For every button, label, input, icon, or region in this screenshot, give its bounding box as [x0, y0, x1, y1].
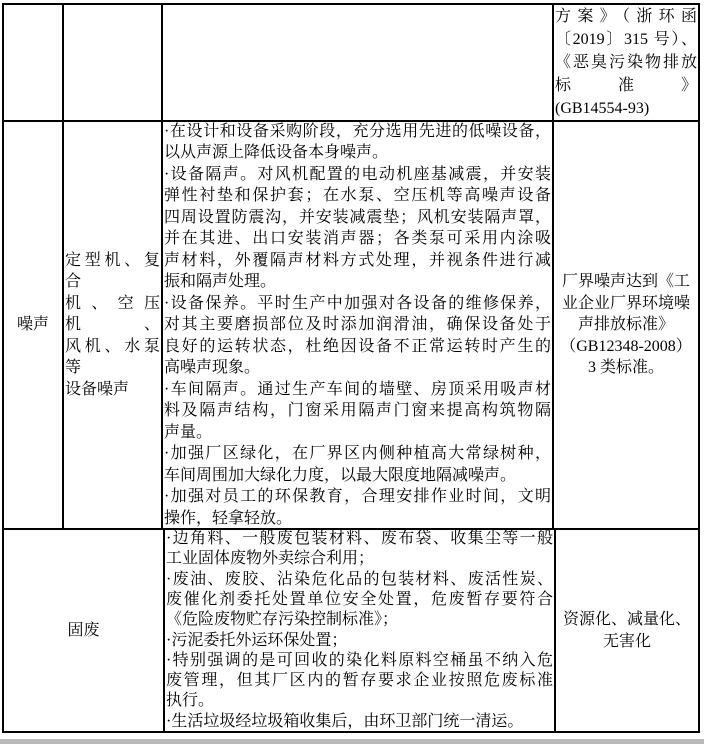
cell-noise-factor [4, 122, 62, 528]
solid-waste-factor-label: 固废 [67, 621, 100, 639]
cell-solid-waste-standard: 资源化、减量化、 无害化 [554, 530, 698, 731]
page-edge-shadow [0, 739, 704, 744]
cell-noise-source: 定型机、复合 机、空压机、 风机、水泵等 设备噪声 [62, 122, 161, 528]
table-row-noise [4, 120, 698, 528]
table-row-solid-waste [4, 528, 698, 731]
cell-noise-measures: ·在设计和设备采购阶段，充分选用先进的低噪设备， 以从声源上降低设备本身噪声。 ·设备隔声。对风机配置的电动机座基减震，并安装 弹性衬垫和保护套；在水泵、空压机等高噪声设备 四周设置防震沟，并安装减震垫；风机安装隔声罩， 并在其进、出口安装消声器；各类泵可采用内涂吸 声材料，外覆隔声材料方式处理，并视条件进行减 振和隔声处理。 ·设备保养。平时生产中加强对各设备的维修保养， 对其主要磨损部位及时添加润滑油，确保设备处于 良好的运转状态，杜绝因设备不正常运转时产生的 高噪声现象。 ·车间隔声。通过生产车间的墙壁、房顶采用吸声材 料及隔声结构，门窗采用隔声门窗来提高构筑物隔 声量。 ·加强厂区绿化，在厂界区内侧种植高大常绿树种， 车间周围加大绿化力度，以最大限度地隔减噪声。 ·加强对员工的环保教育，合理安排作业时间，文明 操作，轻拿轻放。 [161, 122, 552, 528]
cell-carryover-standard: 方案》（浙环函 〔2019〕315 号）、 《恶臭污染物排放 标准》 (GB14554-93) [552, 5, 698, 120]
table-row-carryover [4, 5, 698, 120]
cell-solid-waste-factor [4, 530, 163, 731]
measures-table [2, 3, 700, 733]
cell-carryover-factor [4, 5, 62, 120]
cell-carryover-source [62, 5, 161, 120]
cell-solid-waste-measures: ·边角料、一般废包装材料、废布袋、收集尘等一般 工业固体废物外卖综合利用； ·废油、废胶、沾染危化品的包装材料、废活性炭、 废催化剂委托处置单位安全处置，危废暂存要符合 《危险废物贮存污染控制标准》； ·污泥委托外运环保处置； ·特别强调的是可回收的染化料原料空桶虽不纳入危 废管理，但其厂区内的暂存要求企业按照危废标准 执行。 ·生活垃圾经垃圾箱收集后，由环卫部门统一清运。 [163, 530, 554, 731]
noise-factor-label: 噪声 [16, 316, 49, 334]
cell-carryover-measures [161, 5, 552, 120]
cell-noise-standard: 厂界噪声达到《工 业企业厂界环境噪 声排放标准》 （GB12348-2008） 3 类标准。 [552, 122, 698, 528]
